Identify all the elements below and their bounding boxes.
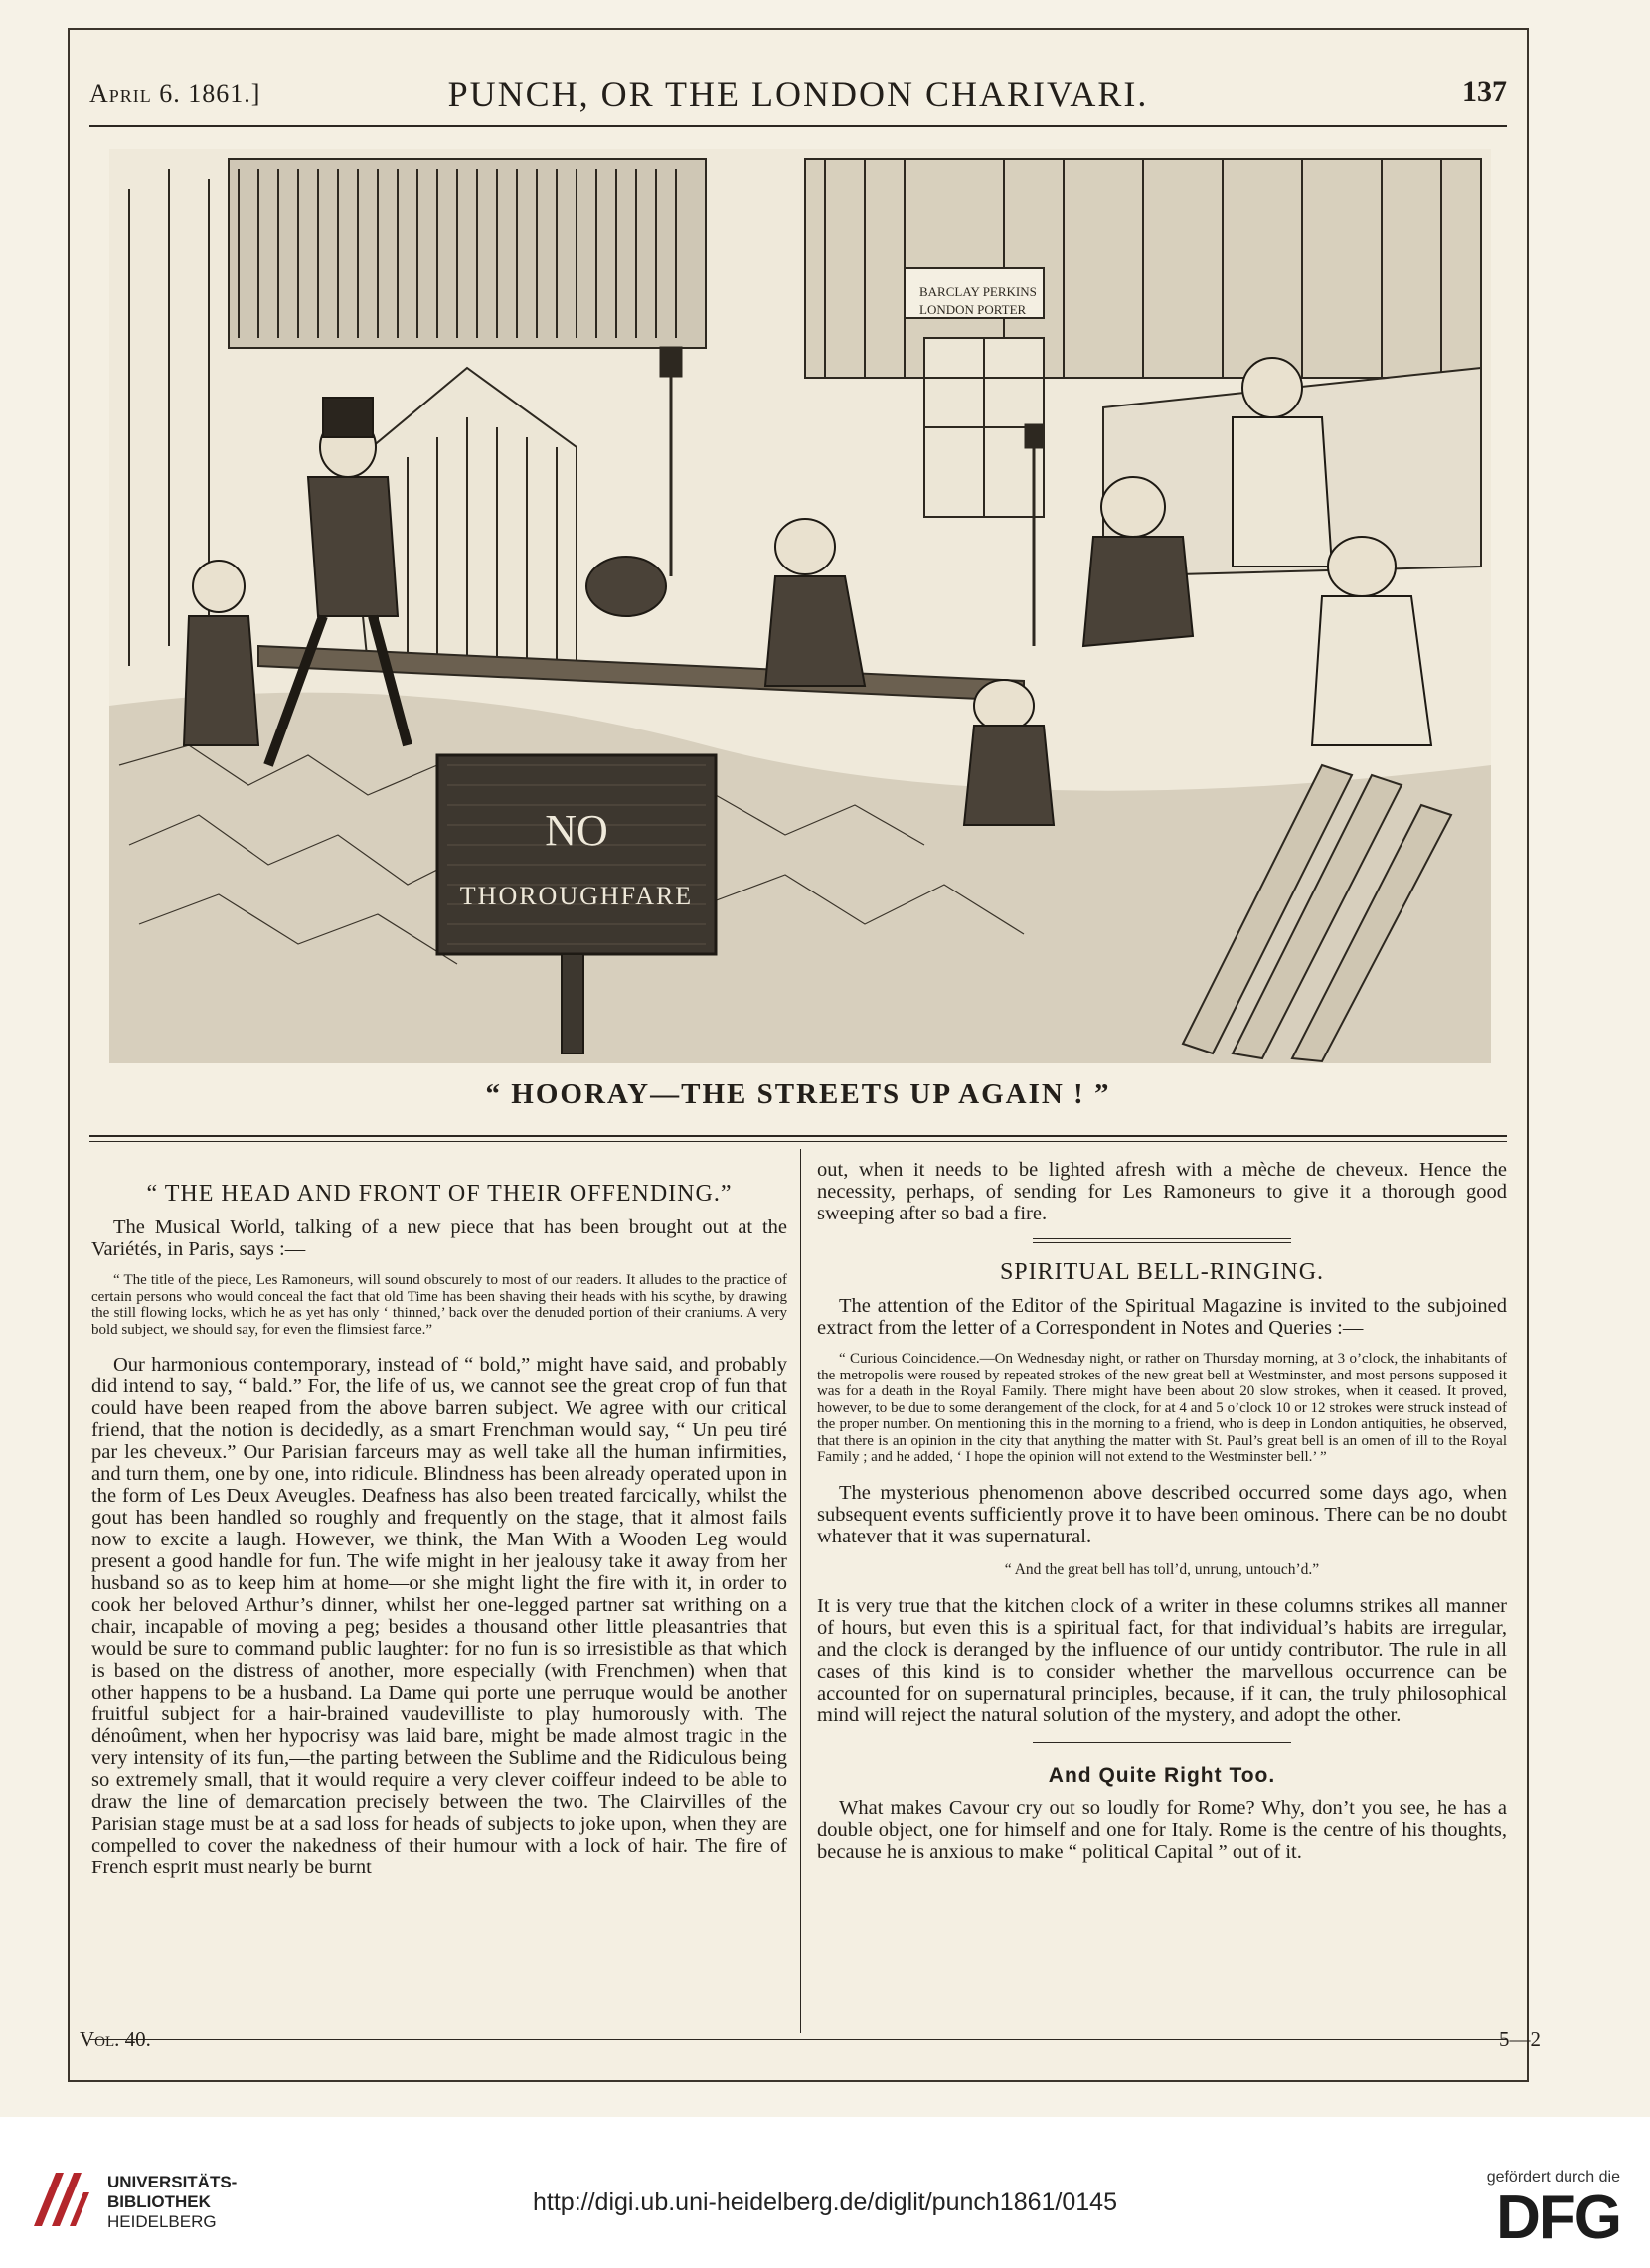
issue-date: April 6. 1861.] bbox=[89, 80, 261, 108]
left-column bbox=[91, 1183, 787, 1890]
bell-intro: The attention of the Editor of the Spiritual Magazine is invited to the subjoined extract from the letter of a Correspondent in Notes and Queries :— bbox=[817, 1295, 1507, 1339]
footer-rule bbox=[89, 2039, 1507, 2040]
section-rule bbox=[1033, 1238, 1291, 1243]
bell-body-b: It is very true that the kitchen clock of a writer in these columns strikes all manner of hours, but even this is a spiritual fact, for that individual’s habits are irregular, and the clock is deranged by the influence of our untidy contributor. The rule in all cases of this kind is to consider whether the marvellous occurrence can be accounted for on supernatural principles, because, if it can, the truly philosophical mind will reject the natural solution of the mystery, and adopt the other. bbox=[817, 1594, 1507, 1726]
funding-credit bbox=[1487, 2169, 1620, 2250]
article-heading-right-too: And Quite Right Too. bbox=[1048, 1763, 1276, 1787]
volume-label: Vol. 40. bbox=[80, 2027, 151, 2051]
section-rule-2 bbox=[1033, 1742, 1291, 1743]
article-intro: The Musical World, talking of a new piece that has been brought out at the Variétés, in Paris, says :— bbox=[91, 1216, 787, 1260]
sign-no: NO bbox=[545, 806, 608, 855]
article-heading-bell-ringing: SPIRITUAL BELL-RINGING. bbox=[999, 1259, 1325, 1285]
page-header bbox=[89, 70, 1507, 125]
bell-quote: “ Curious Coincidence.—On Wednesday night, or rather on Thursday morning, at 3 o’clock, the inhabitants of the metropolis were roused by repeated strokes of the new great bell at Westminster, and most persons supposed it was for a death in the Royal Family. There might have been about 20 slow strokes, when it ceased. It proved, however, to be due to some derangement of the clock, for at 4 and 5 o’clock 10 or 12 strokes were struck instead of the proper number. On mentioning this in the morning to a friend, who is deep in London antiquities, he observed, that there is an opinion in the city that anything the matter with St. Paul’s great bell is an omen of ill to the Royal Family ; and he added, ‘ I hope the opinion will not extend to the Westminster bell.’ ” bbox=[817, 1351, 1507, 1465]
magazine-title: PUNCH, OR THE LONDON CHARIVARI. bbox=[447, 75, 1149, 114]
bell-verse: “ And the great bell has toll’d, unrung, untouch’d.” bbox=[1004, 1560, 1320, 1578]
sign-thoroughfare: THOROUGHFARE bbox=[459, 882, 694, 910]
article-heading-offending: “ THE HEAD AND FRONT OF THEIR OFFENDING.” bbox=[146, 1181, 733, 1207]
article-quote: “ The title of the piece, Les Ramoneurs, will sound obscurely to most of our readers. It alludes to the practice of certain persons who would conceal the fact that old Time has been shaving their heads with his scythe, by drawing the still flowing locks, which he as yet has only ‘ thinned,’ back over the denuded portion of their craniums. A very bold subject, we should say, for even the flimsiest farce.” bbox=[91, 1272, 787, 1338]
column-separator bbox=[800, 1149, 801, 2033]
cartoon-caption: “ HOORAY—THE STREETS UP AGAIN ! ” bbox=[485, 1078, 1111, 1110]
right-column bbox=[817, 1159, 1507, 1874]
magazine-page bbox=[68, 28, 1529, 2082]
article-continuation: out, when it needs to be lighted afresh with a mèche de cheveux. Hence the necessity, perhaps, of sending for Les Ramoneurs to give it a thorough good sweeping after so bad a fire. bbox=[817, 1159, 1507, 1224]
cavour-body: What makes Cavour cry out so loudly for Rome? Why, don’t you see, he has a double object, one for himself and one for Italy. Rome is the centre of his thoughts, because he is anxious to make “ political Capital ” out of it. bbox=[817, 1796, 1507, 1863]
signature-mark: 5—2 bbox=[1499, 2027, 1541, 2051]
cartoon-illustration bbox=[109, 149, 1491, 1063]
caption-rule-thick bbox=[89, 1135, 1507, 1137]
library-name-line2: BIBLIOTHEK bbox=[107, 2192, 211, 2211]
library-name-line3: HEIDELBERG bbox=[107, 2212, 217, 2231]
caption-rule-thin bbox=[89, 1141, 1507, 1142]
header-rule bbox=[89, 125, 1507, 127]
shop-sign-line1: BARCLAY PERKINS bbox=[919, 284, 1037, 299]
bell-body-a: The mysterious phenomenon above described occurred some days ago, when subsequent events sufficiently prove it to have been ominous. There can be no doubt whatever that it was supernatural. bbox=[817, 1481, 1507, 1547]
dfg-logo[interactable]: DFG bbox=[1496, 2184, 1620, 2252]
library-name-line1: UNIVERSITÄTS- bbox=[107, 2173, 238, 2191]
page-number: 137 bbox=[1462, 76, 1507, 108]
funding-text: gefördert durch die bbox=[1486, 2169, 1620, 2186]
viewer-footer-bar bbox=[0, 2117, 1650, 2268]
shop-sign-line2: LONDON PORTER bbox=[919, 302, 1027, 317]
permalink-url[interactable]: http://digi.ub.uni-heidelberg.de/diglit/punch1861/0145 bbox=[533, 2188, 1117, 2216]
article-body: Our harmonious contemporary, instead of “ bold,” might have said, and probably did intend to say, “ bald.” For, the life of us, we cannot see the great crop of fun that could have been reaped from the above barren subject. We agree with our critical friend, that the notion is decidedly, as a smart Frenchman would say, “ Un peu tiré par les cheveux.” Our Parisian farceurs may as well take all the human infirmities, and turn them, one by one, into ridicule. Blindness has been already operated upon in the form of Les Deux Aveugles. Deafness has also been treated farcically, whilst the gout has been handled so roughly and frequently on the stage, that it almost fails now to excite a laugh. However, we think, the Man With a Wooden Leg would present a good handle for fun. The wife might in her jealousy take it away from her husband so as to keep him at home—or she might light the fire with it, in order to cook her beloved Arthur’s dinner, whilst her one-legged partner sat writhing on a chair, incapable of moving a peg; besides a thousand other little pleasantries that would be sure to command public laughter: for no fun is so irresistible as that which is based on the distress of another, more especially (with Frenchmen) when that other happens to be a husband. La Dame qui porte une perruque would be another fruitful subject for a hair-brained vaudevilliste to play humorously with. The dénoûment, when her hypocrisy was laid bare, might be made almost tragic in the very intensity of its fun,—the parting between the Sublime and the Ridiculous being so extremely small, that it would require a very clever coiffeur indeed to be able to draw the line of demarcation precisely between the two. The Clairvilles of the Parisian stage must be at a sad loss for heads of subjects to joke upon, when they are compelled to cover the nakedness of their humour with a lock of hair. The fire of French esprit must nearly be burnt bbox=[91, 1354, 787, 1878]
